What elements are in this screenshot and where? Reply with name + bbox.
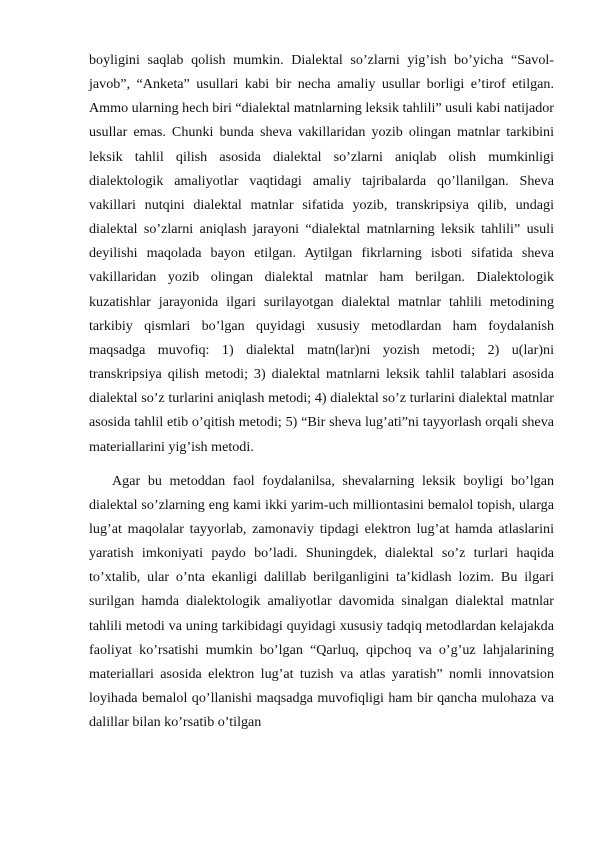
paragraph-1: boyligini saqlab qolish mumkin. Dialektal so’zlarni yig’ish bo’yicha “Savol-javob”, “Anketa” usullari kabi bir necha amaliy usullar borligi e’tirof etilgan. Ammo ularning hech biri “dialektal matnlarning leksik tahlili” usuli kabi natijador usullar emas. Chunki bunda sheva vakillaridan yozib olingan matnlar tarkibini leksik tahlil qilish asosida dialektal so’zlarni aniqlab olish mumkinligi dialektologik amaliyotlar vaqtidagi amaliy tajribalarda qo’llanilgan. Sheva vakillari nutqini dialektal matnlar sifatida yozib, transkripsiya qilib, undagi dialektal so’zlarni aniqlash jarayoni “dialektal matnlarning leksik tahlili” usuli deyilishi maqolada bayon etilgan. Aytilgan fikrlarning isboti sifatida sheva vakillaridan yozib olingan dialektal matnlar ham berilgan. Dialektologik kuzatishlar jarayonida ilgari surilayotgan dialektal matnlar tahlili metodining tarkibiy qismlari bo’lgan quyidagi xususiy metodlardan ham foydalanish maqsadga muvofiq: 1) dialektal matn(lar)ni yozish metodi; 2) u(lar)ni transkripsiya qilish metodi; 3) dialektal matnlarni leksik tahlil talablari asosida dialektal so’z turlarini aniqlash metodi; 4) dialektal so’z turlarini dialektal matnlar asosida tahlil etib o’qitish metodi; 5) “Bir sheva lug’ati”ni tayyorlash orqali sheva materiallarini yig’ish metodi.	[89, 52, 554, 455]
body-text	[89, 48, 554, 734]
paragraph-2: Agar bu metoddan faol foydalanilsa, shevalarning leksik boyligi bo’lgan dialektal so’zlarning eng kami ikki yarim-uch milliontasini bemalol topish, ularga lug’at maqolalar tayyorlab, zamonaviy tipdagi elektron lug’at hamda atlaslarini yaratish imkoniyati paydo bo’ladi. Shuningdek, dialektal so’z turlari haqida to’xtalib, ular o’nta ekanligi dalillab berilganligini ta’kidlash lozim. Bu ilgari surilgan hamda dialektologik amaliyotlar davomida sinalgan dialektal matnlar tahlili metodi va uning tarkibidagi quyidagi xususiy tadqiq metodlardan kelajakda faoliyat ko’rsatishi mumkin bo’lgan “Qarluq, qipchoq va o’g’uz lahjalarining materiallari asosida elektron lug’at tuzish va atlas yaratish” nomli innovatsion loyihada bemalol qo’llanishi maqsadga muvofiqligi ham bir qancha mulohaza va dalillar bilan ko’rsatib o’tilgan	[89, 472, 554, 731]
